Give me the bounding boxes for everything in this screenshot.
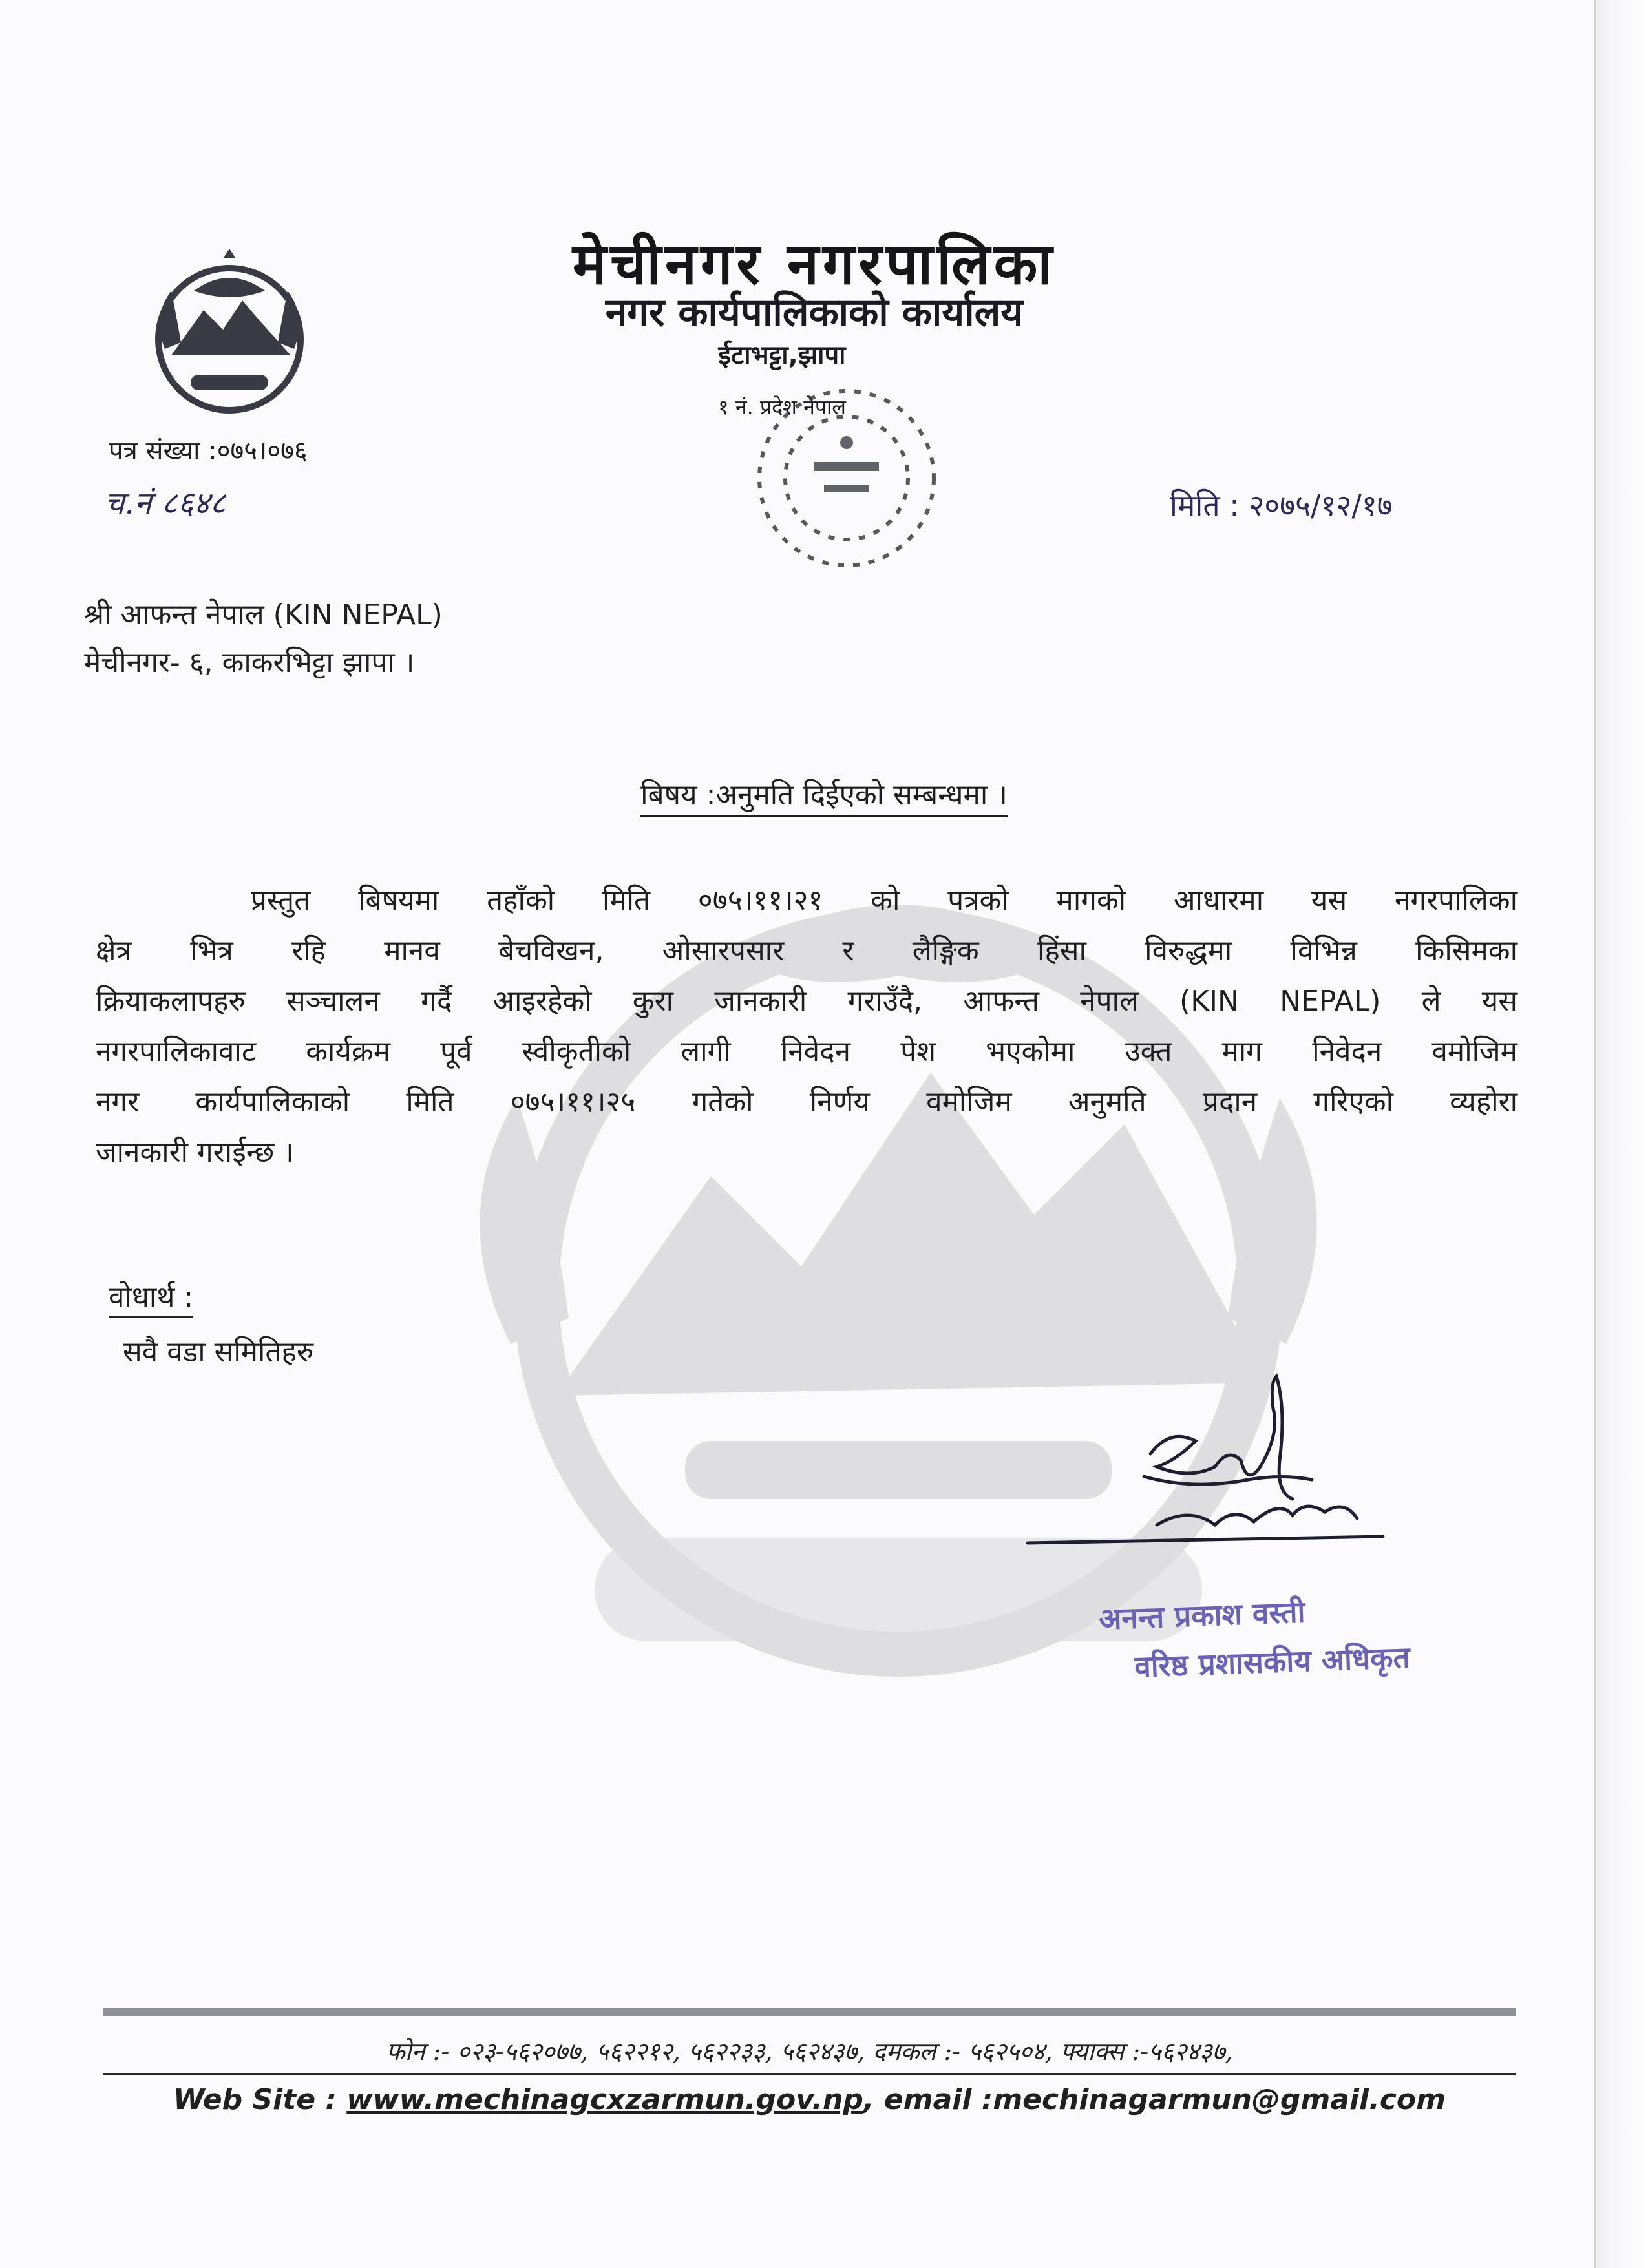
- office-name: नगर कार्यपालिकाको कार्यालय: [605, 290, 1024, 335]
- letter-body: [96, 876, 1517, 1178]
- body-line: प्रस्तुत बिषयमा तहाँको मिति ०७५।११।२१ को पत्रको मागको आधारमा यस नगरपालिका: [251, 884, 1517, 917]
- footer-contact-numbers: फोन :- ०२३-५६२०७७, ५६२२१२, ५६२२३३, ५६२४३७, दमकल :- ५६२५०४, फ्याक्स :-५६२४३७,: [386, 2037, 1233, 2066]
- body-line: नगरपालिकावाट कार्यक्रम पूर्व स्वीकृतीको लागी निवेदन पेश भएकोमा उक्त माग निवेदन वमोजिम: [96, 1035, 1517, 1068]
- body-line: नगर कार्यपालिकाको मिति ०७५।११।२५ गतेको निर्णय वमोजिम अनुमति प्रदान गरिएको व्यहोरा: [96, 1086, 1517, 1118]
- cc-recipient: सवै वडा समितिहरु: [123, 1336, 314, 1369]
- body-line: जानकारी गराईन्छ ।: [96, 1136, 294, 1169]
- recipient-name: श्री आफन्त नेपाल (KIN NEPAL): [84, 598, 443, 631]
- website-link[interactable]: www.mechinagcxzarmun.gov.np: [346, 2083, 863, 2116]
- footer-divider-thin: [103, 2073, 1516, 2075]
- footer-divider-thick: [103, 2008, 1516, 2016]
- office-stamp: [737, 372, 956, 578]
- subject-text: बिषय :अनुमति दिईएको सम्बन्धमा ।: [640, 779, 1008, 817]
- government-emblem-logo: [132, 246, 326, 426]
- letter-date: मिति : २०७५/१२/१७: [1170, 488, 1393, 523]
- body-line: क्षेत्र भित्र रहि मानव बेचविखन, ओसारपसार र लैङ्गिक हिंसा विरुद्धमा विभिन्न किसिमका: [96, 934, 1517, 967]
- cc-label-text: वोधार्थ :: [109, 1281, 193, 1318]
- dispatch-number: च.नं ८६४८: [105, 485, 226, 521]
- body-line: क्रियाकलापहरु सञ्चालन गर्दै आइरहेको कुरा जानकारी गराउँदै, आफन्त नेपाल (KIN NEPAL) ले यस: [96, 985, 1517, 1018]
- cc-label: [109, 1276, 193, 1315]
- signatory-title: वरिष्ठ प्रशासकीय अधिकृत: [1134, 1639, 1411, 1685]
- email-text: , email :mechinagarmun@gmail.com: [863, 2083, 1446, 2116]
- handwritten-signature: [1021, 1370, 1422, 1583]
- page-edge-shadow: [1594, 0, 1648, 2268]
- recipient-address: मेचीनगर- ६, काकरभिट्टा झापा ।: [84, 646, 415, 679]
- web-label: Web Site :: [173, 2083, 347, 2116]
- signatory-name: अनन्त प्रकाश वस्ती: [1098, 1594, 1306, 1637]
- province-line: १ नं. प्रदेश नेपाल: [718, 395, 846, 419]
- footer-web-email: [103, 2083, 1516, 2116]
- municipality-name: मेचीनगर नगरपालिका: [572, 231, 1057, 297]
- letter-subject: [0, 774, 1648, 813]
- office-location: ईटाभट्टा,झापा: [718, 341, 846, 370]
- letter-number: पत्र संख्या :०७५।०७६: [109, 436, 308, 466]
